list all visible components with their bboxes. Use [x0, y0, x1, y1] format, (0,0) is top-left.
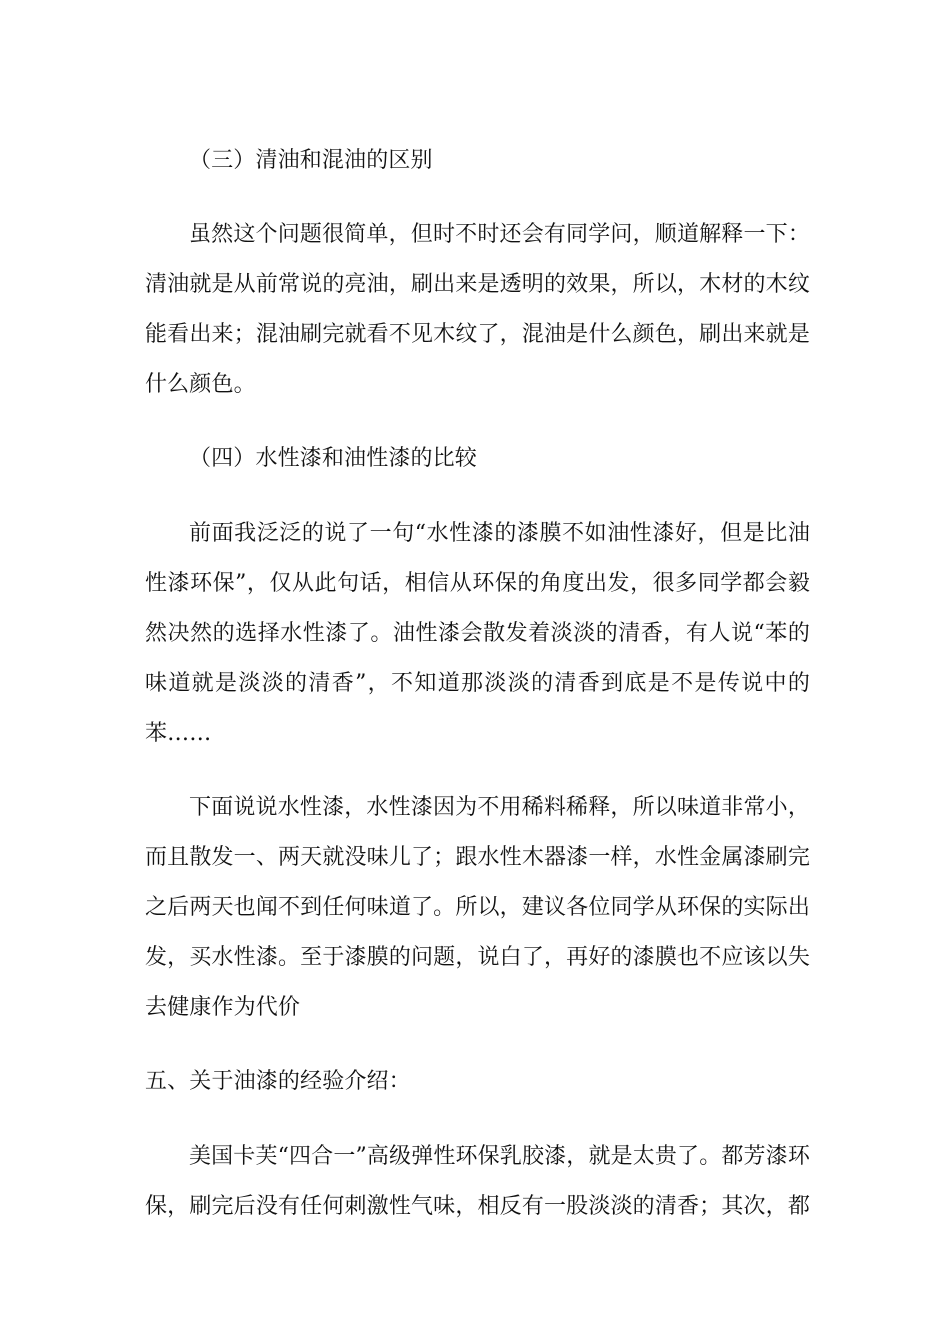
section-heading-5: 五、关于油漆的经验介绍：	[145, 1069, 411, 1094]
section-heading-3: （三）清油和混油的区别	[189, 148, 433, 173]
paragraph-line: 然决然的选择水性漆了。油性漆会散发着淡淡的清香，有人说“苯的	[145, 621, 810, 646]
paragraph-line: 美国卡芙“四合一”高级弹性环保乳胶漆，就是太贵了。都芳漆环	[189, 1144, 810, 1169]
paragraph-line: 前面我泛泛的说了一句“水性漆的漆膜不如油性漆好，但是比油	[189, 521, 810, 546]
paragraph-line: 味道就是淡淡的清香”，不知道那淡淡的清香到底是不是传说中的	[145, 671, 810, 696]
paragraph-line: 虽然这个问题很简单，但时不时还会有同学问，顺道解释一下：	[189, 222, 810, 247]
paragraph-line: 之后两天也闻不到任何味道了。所以，建议各位同学从环保的实际出	[145, 895, 810, 920]
paragraph-line: 清油就是从前常说的亮油，刷出来是透明的效果，所以，木材的木纹	[145, 272, 810, 297]
paragraph-line: 下面说说水性漆，水性漆因为不用稀料稀释，所以味道非常小，	[189, 795, 810, 820]
paragraph-line: 性漆环保”，仅从此句话，相信从环保的角度出发，很多同学都会毅	[145, 571, 810, 596]
paragraph-line: 去健康作为代价	[145, 995, 301, 1020]
paragraph-line: 苯……	[145, 721, 212, 746]
paragraph-line: 发，买水性漆。至于漆膜的问题，说白了，再好的漆膜也不应该以失	[145, 945, 810, 970]
section-heading-4: （四）水性漆和油性漆的比较	[189, 446, 477, 471]
paragraph-line: 能看出来；混油刷完就看不见木纹了，混油是什么颜色，刷出来就是	[145, 322, 810, 347]
paragraph-line: 而且散发一、两天就没味儿了；跟水性木器漆一样，水性金属漆刷完	[145, 845, 810, 870]
paragraph-line: 什么颜色。	[145, 372, 256, 397]
paragraph-line: 保，刷完后没有任何刺激性气味，相反有一股淡淡的清香；其次，都	[145, 1194, 810, 1219]
